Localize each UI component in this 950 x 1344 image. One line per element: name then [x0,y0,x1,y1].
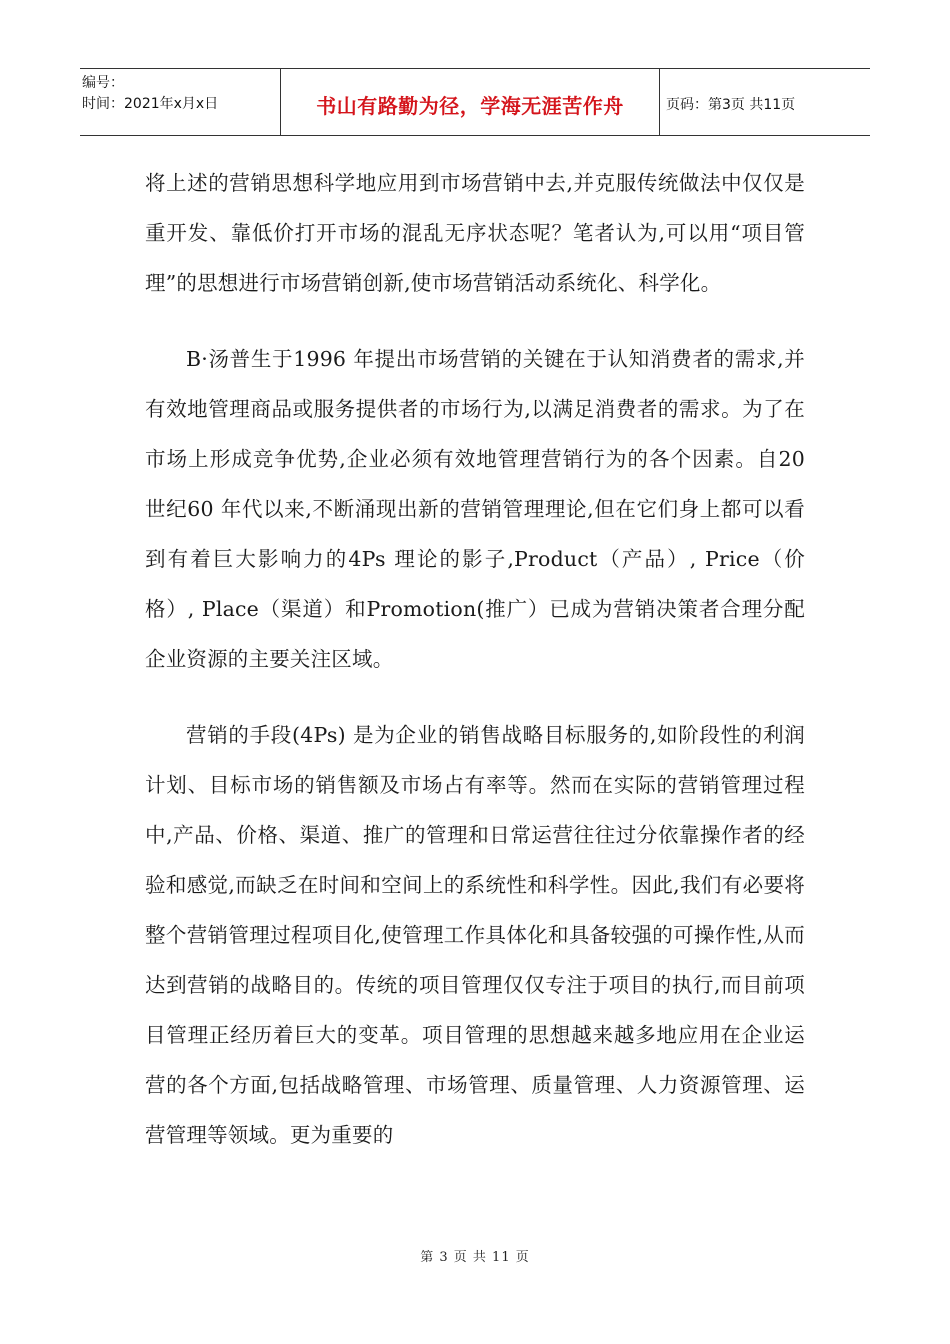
document-header [80,68,870,136]
paragraph-1: 将上述的营销思想科学地应用到市场营销中去,并克服传统做法中仅仅是重开发、靠低价打开市场的混乱无序状态呢？笔者认为,可以用“项目管理”的思想进行市场营销创新,使市场营销活动系统化、科学化。 [145,171,805,295]
header-page-cell [660,69,870,135]
time-label: 时间：2021年x月x日 [82,96,219,112]
code-label: 编号： [82,75,124,91]
motto-text: 书山有路勤为径，学海无涯苦作舟 [316,93,624,118]
header-meta-cell [80,69,281,135]
page-footer: 第 3 页 共 11 页 [420,1250,530,1265]
header-motto-cell [281,69,660,135]
paragraph-2: B·汤普生于1996 年提出市场营销的关键在于认知消费者的需求,并有效地管理商品或服务提供者的市场行为,以满足消费者的需求。为了在市场上形成竞争优势,企业必须有效地管理营销行为的各个因素。自20 世纪60 年代以来,不断涌现出新的营销管理理论,但在它们身上都可以看到有着巨大影响力的4Ps 理论的影子,Product（产品）, Price（价格）, Place（渠道）和Promotion(推广）已成为营销决策者合理分配企业资源的主要关注区域。 [145,347,805,671]
paragraph-3: 营销的手段(4Ps) 是为企业的销售战略目标服务的,如阶段性的利润计划、目标市场的销售额及市场占有率等。然而在实际的营销管理过程中,产品、价格、渠道、推广的管理和日常运营往往过分依靠操作者的经验和感觉,而缺乏在时间和空间上的系统性和科学性。因此,我们有必要将整个营销管理过程项目化,使管理工作具体化和具备较强的可操作性,从而达到营销的战略目的。传统的项目管理仅仅专注于项目的执行,而目前项目管理正经历着巨大的变革。项目管理的思想越来越多地应用在企业运营的各个方面,包括战略管理、市场管理、质量管理、人力资源管理、运营管理等领域。更为重要的 [145,723,805,1147]
document-body [145,158,805,1160]
page-info: 页码：第3页 共11页 [666,97,796,113]
